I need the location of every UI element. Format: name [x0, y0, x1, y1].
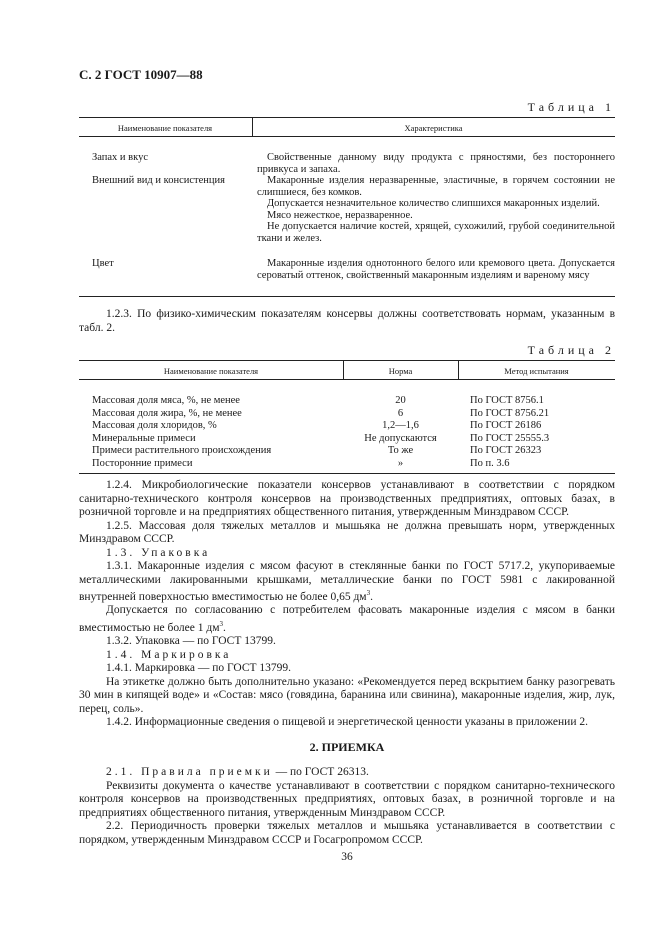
paragraph-2-1-head: 2.1. Правила приемки — [106, 766, 273, 778]
paragraph-2-1-tail: Реквизиты документа о качестве устанавливают в соответствии с порядком санитарно-технического контроля консервов на производственных предприятиях, оптовых базах, в розничной торговле и на предприятиях общественного питания, утвержденным Минздравом СССР. — [79, 779, 615, 819]
table2-cell-norm: 20 — [395, 395, 406, 406]
table1-col-char: Характеристика — [404, 123, 463, 133]
table2-col-method: Метод испытания — [504, 366, 569, 376]
paragraph-1-4-1-tail: На этикетке должно быть дополнительно указано: «Рекомендуется перед вскрытием банку разогревать 30 мин в кипящей воде» и «Состав: мясо (говядина, баранина или свинина), макаронные изделия, жир, лук, перец, соль». — [79, 675, 615, 715]
heading-1-3: 1.3. Упаковка — [106, 546, 211, 559]
table2-cell-name: Массовая доля хлоридов, % — [92, 420, 217, 431]
paragraph-1-2-3 — [79, 308, 615, 335]
table2-method-column — [470, 395, 549, 470]
table2-cell-name: Посторонние примеси — [92, 457, 193, 469]
table2-header-rule — [79, 379, 615, 380]
page-number: 36 — [341, 851, 353, 863]
paragraph-1-4-1: 1.4.1. Маркировка — по ГОСТ 13799. — [106, 662, 292, 675]
table1-row-char — [257, 152, 615, 175]
table2-bottom-rule — [79, 473, 615, 474]
table2-cell-name: Примеси растительного происхождения — [92, 445, 272, 456]
table1-char-para: Макаронные изделия неразваренные, эластичные, в горячем состоянии не слипшиеся, без комков. — [257, 175, 615, 198]
table1-top-rule — [79, 117, 615, 118]
paragraph-1-4-2: 1.4.2. Информационные сведения о пищевой и энергетической ценности указаны в приложении 2. — [106, 716, 588, 729]
superscript: 3 — [219, 619, 223, 628]
table1-caption: Таблица 1 — [527, 100, 615, 114]
paragraph-1-2-4: 1.2.4. Микробиологические показатели консервов устанавливают в соответствии с порядком санитарно-технического контроля консервов на производственных предприятиях, оптовых базах, в розничной торговле и на предприятиях общественного питания, утвержденным Минздравом СССР. — [79, 479, 615, 518]
table1-bottom-rule — [79, 296, 615, 297]
table2-cell-method: По ГОСТ 26186 — [470, 420, 542, 431]
table1-char-para: Не допускается наличие костей, хрящей, сухожилий, грубой соединительной ткани и желез. — [257, 221, 615, 244]
table2-cell-method: По ГОСТ 8756.21 — [470, 407, 550, 419]
paragraph-2-1-rest: — по ГОСТ 26313. — [275, 766, 369, 778]
table2-cell-name: Массовая доля жира, %, не менее — [92, 407, 242, 419]
table2-caption: Таблица 2 — [527, 343, 615, 357]
table2-cell-method: По ГОСТ 25555.3 — [470, 432, 550, 444]
paragraph-text: 1.2.3. По физико-химическим показателям консервы должны соответствовать нормам, указанным в табл. 2. — [79, 308, 615, 334]
table2-norm-column — [343, 395, 458, 470]
table2-cell-name: Массовая доля мяса, %, не менее — [92, 395, 240, 406]
table2-cell-name: Минеральные примеси — [92, 432, 196, 444]
superscript: 3 — [366, 589, 371, 597]
table2-cell-method: По ГОСТ 8756.1 — [470, 395, 544, 406]
table1-row-name: Цвет — [92, 258, 114, 269]
table1-row-char — [257, 258, 615, 281]
table2-cell-norm: То же — [387, 445, 414, 456]
table2-name-column — [92, 395, 271, 470]
table2-cell-norm: 1,2—1,6 — [382, 420, 419, 431]
table1-row-name: Запах и вкус — [92, 152, 149, 163]
table1-char-para: Макаронные изделия однотонного белого или кремового цвета. Допускается сероватый оттенок, свойственный макаронным изделиям и вареному мясу — [257, 258, 615, 281]
paragraph-1-2-5: 1.2.5. Массовая доля тяжелых металлов и мышьяка не должна превышать норм, утвержденных Минздравом СССР. — [79, 519, 615, 545]
table2-top-rule — [79, 360, 615, 361]
paragraph-1-3-1-tail: Допускается по согласованию с потребителем фасовать макаронные изделия с мясом в банки вместимостью не более 1 $дм^3$. — [79, 604, 615, 634]
table2-cell-norm: Не допускаются — [364, 432, 437, 444]
table1-row-name: Внешний вид и консистенция — [92, 175, 225, 186]
paragraph-1-3-2: 1.3.2. Упаковка — по ГОСТ 13799. — [106, 635, 276, 648]
body-section-1 — [79, 479, 615, 730]
table1-char-para: Допускается незначительное количество слипшихся макаронных изделий. — [267, 198, 600, 209]
table2-cell-norm: » — [397, 457, 404, 469]
body-section-2 — [79, 766, 615, 847]
section-2-title: 2. ПРИЕМКА — [309, 740, 385, 754]
paragraph-1-3-1: 1.3.1. Макаронные изделия с мясом фасуют в стеклянные банки по ГОСТ 5717.2, укупориваемые металлическими лакированными крышками, металлические банки по ГОСТ 5981 с лакированной внутренней поверхностью вместимостью не более 0,65 $дм^3$. — [79, 560, 615, 603]
table2-col-norm: Норма — [388, 366, 413, 376]
table1-row-char — [257, 175, 615, 244]
table2-cell-method: По п. 3.6 — [470, 457, 510, 469]
table1-header-rule — [79, 136, 615, 137]
page-header: С. 2 ГОСТ 10907—88 — [79, 67, 203, 82]
paragraph-2-2: 2.2. Периодичность проверки тяжелых металлов и мышьяка устанавливается в соответствии с порядком, утвержденным Минздравом СССР и Госагропромом СССР. — [79, 820, 615, 846]
table2-cell-norm: 6 — [397, 407, 404, 419]
table1-char-para: Свойственные данному виду продукта с пряностями, без постороннего привкуса и запаха. — [257, 152, 615, 175]
table1-col-name: Наименование показателя — [117, 123, 213, 133]
table1-char-para: Мясо нежесткое, неразваренное. — [267, 209, 413, 221]
table2-col-name: Наименование показателя — [163, 366, 259, 376]
heading-1-4: 1.4. Маркировка — [106, 648, 232, 661]
table2-cell-method: По ГОСТ 26323 — [470, 445, 542, 456]
paragraph-1-3-1-text: 1.3.1. Макаронные изделия с мясом фасуют в стеклянные банки по ГОСТ 5717.2, укупориваемые металлическими лакированными крышками, металлические банки по ГОСТ 5981 с лакированной внутренней поверхностью вместимостью не более 0,65 дм — [79, 560, 615, 603]
paragraph-1-3-1-tail-text: Допускается по согласованию с потребителем фасовать макаронные изделия с мясом в банки вместимостью не более 1 дм — [79, 604, 615, 634]
paragraph-2-1 — [79, 766, 615, 780]
